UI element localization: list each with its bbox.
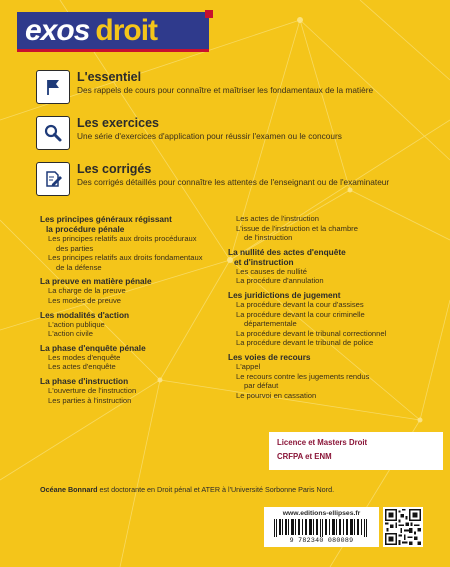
feature-title: Les corrigés [77, 162, 152, 176]
author-name: Océane Bonnard [40, 485, 98, 494]
toc-section [40, 276, 225, 305]
toc-section [40, 310, 225, 339]
toc-item: Le pourvoi en cassation [236, 390, 317, 400]
feature-description: Des corrigés détaillés pour connaître les attentes de l'enseignant ou de l'examinateur [77, 177, 390, 187]
toc-item: La procédure devant la cour d'assises [236, 299, 364, 309]
flag-icon [36, 70, 70, 104]
toc-item: Les actes de l'instruction [236, 214, 319, 223]
barcode-box [264, 507, 379, 547]
toc-section [40, 343, 225, 372]
toc-item: Le recours contre les jugements rendus par défaut [236, 371, 370, 391]
qr-code-icon [383, 507, 423, 547]
author-description: est doctorante en Droit pénal et ATER à l'Université Sorbonne Paris Nord. [97, 485, 335, 494]
logo-text-droit: droit [95, 13, 158, 47]
audience-line: Licence et Masters Droit [277, 438, 368, 447]
toc-item: L'action publique [48, 319, 105, 329]
toc-item: La procédure d'annulation [236, 276, 324, 286]
feature-essentiel [36, 70, 436, 106]
toc-section [228, 290, 418, 348]
logo-red-square [205, 10, 213, 18]
toc-section-title: Les principes généraux régissant la procédure pénale [40, 214, 172, 234]
toc-section-title: La phase d'enquête pénale [40, 342, 146, 353]
edit-document-icon [36, 162, 70, 196]
toc-section [40, 214, 225, 272]
feature-description: Des rappels de cours pour connaître et maîtriser les fondamentaux de la matière [77, 85, 374, 95]
toc-section [40, 376, 225, 405]
table-of-contents-right [228, 214, 418, 404]
toc-section [228, 247, 418, 286]
feature-description: Une série d'exercices d'application pour réussir l'examen ou le concours [77, 131, 342, 141]
toc-item: La procédure devant la cour criminelle départementale [236, 309, 365, 329]
toc-item: Les principes relatifs aux droits procéduraux des parties [48, 234, 197, 253]
toc-section [228, 214, 418, 243]
isbn-number: 9 782340 080089 [289, 537, 354, 544]
author-bio [40, 485, 334, 494]
toc-item: Les modes de preuve [48, 295, 122, 305]
toc-item: L'action civile [48, 329, 93, 339]
toc-item: Les principes relatifs aux droits fondamentaux de la défense [48, 253, 203, 272]
feature-exercices [36, 116, 436, 152]
toc-section-title: Les juridictions de jugement [228, 289, 341, 300]
logo-text-exos: exos [25, 13, 90, 47]
toc-section-title: La phase d'instruction [40, 375, 129, 386]
feature-title: L'essentiel [77, 70, 142, 84]
feature-title: Les exercices [77, 116, 160, 130]
toc-section-title: La preuve en matière pénale [40, 276, 152, 287]
exosdroit-logo [17, 12, 209, 52]
toc-item: Les causes de nullité [236, 266, 307, 276]
toc-section [228, 352, 418, 400]
toc-section-title: Les voies de recours [228, 351, 311, 362]
toc-item: L'issue de l'instruction et la chambre de l'instruction [236, 223, 358, 243]
toc-item: Les parties à l'instruction [48, 395, 132, 405]
feature-corriges [36, 162, 436, 198]
toc-section-title: Les modalités d'action [40, 309, 130, 320]
barcode-icon [272, 519, 372, 537]
table-of-contents-left [40, 214, 225, 409]
toc-item: La charge de la preuve [48, 286, 126, 296]
target-audience-box [269, 432, 443, 470]
audience-line: CRFPA et ENM [277, 452, 332, 461]
toc-item: L'appel [236, 361, 261, 371]
toc-item: L'ouverture de l'instruction [48, 385, 137, 395]
magnifier-icon [36, 116, 70, 150]
toc-section-title: La nullité des actes d'enquête et d'instruction [228, 246, 346, 267]
publisher-url: www.editions-ellipses.fr [282, 510, 361, 517]
toc-item: Les modes d'enquête [48, 352, 121, 362]
toc-item: La procédure devant le tribunal correctionnel [236, 328, 387, 338]
toc-item: Les actes d'enquête [48, 362, 116, 372]
toc-item: La procédure devant le tribunal de police [236, 338, 374, 348]
